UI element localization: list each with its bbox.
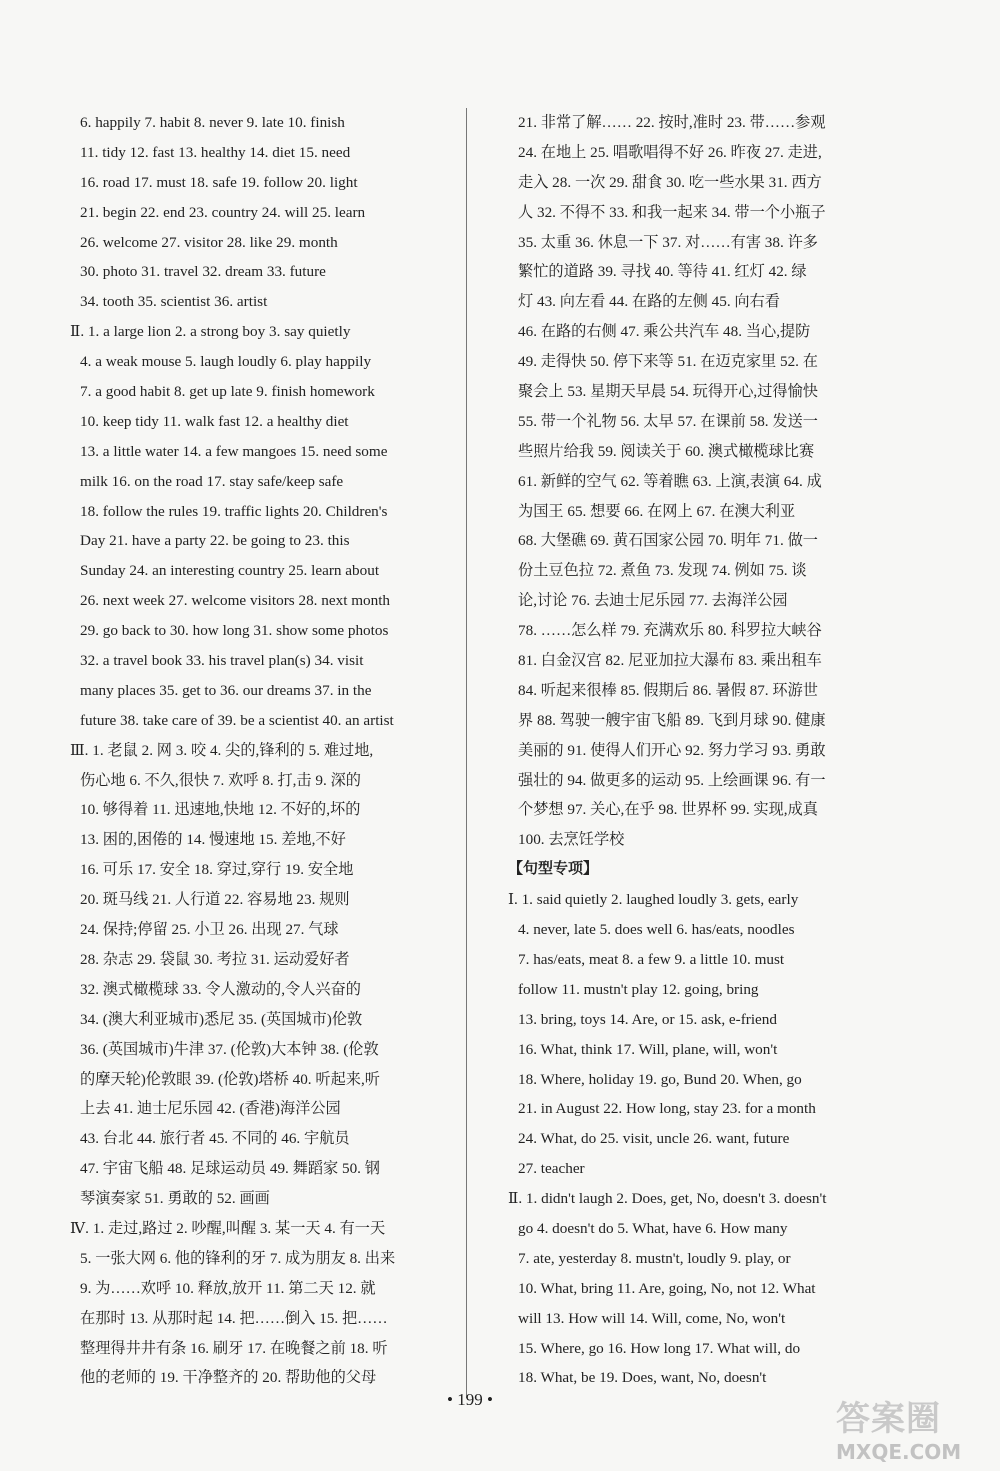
right-answer-line: 21. 非常了解…… 22. 按时,准时 23. 带……参观 [518, 114, 826, 131]
right-answer-line: 27. teacher [518, 1160, 585, 1178]
left-answer-line: 11. tidy 12. fast 13. healthy 14. diet 15. need [80, 143, 351, 161]
left-answer-line: 21. begin 22. end 23. country 24. will 25. learn [80, 203, 366, 221]
left-answer-line: 伤心地 6. 不久,很快 7. 欢呼 8. 打,击 9. 深的 [80, 771, 361, 789]
left-answer-line: 34. (澳大利亚城市)悉尼 35. (英国城市)伦敦 [80, 1010, 363, 1028]
right-column [508, 108, 888, 1393]
right-answer-line: 界 88. 驾驶一艘宇宙飞船 89. 飞到月球 90. 健康 [518, 711, 826, 729]
right-answer-line: 16. What, think 17. Will, plane, will, won't [518, 1040, 778, 1058]
right-answer-line: 81. 白金汉宫 82. 尼亚加拉大瀑布 83. 乘出租车 [518, 652, 822, 670]
left-answer-line: future 38. take care of 39. be a scientist 40. an artist [80, 711, 394, 729]
left-answer-line: 6. happily 7. habit 8. never 9. late 10. finish [80, 114, 345, 131]
right-answer-line: 55. 带一个礼物 56. 太早 57. 在课前 58. 发送一 [518, 412, 818, 430]
right-answer-line: 24. 在地上 25. 唱歌唱得不好 26. 昨夜 27. 走进, [518, 143, 822, 161]
left-answer-line: milk 16. on the road 17. stay safe/keep safe [80, 472, 344, 490]
right-answer-line: 强壮的 94. 做更多的运动 95. 上绘画课 96. 有一 [518, 771, 826, 789]
left-answer-line: 26. welcome 27. visitor 28. like 29. month [80, 233, 338, 251]
watermark-site: MXQE.COM [836, 1440, 962, 1464]
left-answer-line: 47. 宇宙飞船 48. 足球运动员 49. 舞蹈家 50. 钢 [80, 1160, 380, 1178]
left-answer-line: Ⅳ. 1. 走过,路过 2. 吵醒,叫醒 3. 某一天 4. 有一天 [70, 1219, 386, 1237]
right-answer-line: 13. bring, toys 14. Are, or 15. ask, e-friend [518, 1010, 777, 1028]
right-answer-line: 35. 太重 36. 休息一下 37. 对……有害 38. 许多 [518, 233, 818, 251]
right-answer-line: 4. never, late 5. does well 6. has/eats, noodles [518, 921, 795, 939]
right-answer-line: 100. 去烹饪学校 [518, 831, 625, 849]
right-answer-line: follow 11. mustn't play 12. going, bring [518, 980, 759, 998]
column-divider [466, 108, 467, 1398]
left-answer-line: 43. 台北 44. 旅行者 45. 不同的 46. 宇航员 [80, 1130, 350, 1148]
right-answer-line: 10. What, bring 11. Are, going, No, not 12. What [518, 1279, 816, 1297]
left-column [70, 108, 452, 1393]
watermark [836, 1391, 986, 1464]
right-answer-line: 18. What, be 19. Does, want, No, doesn't [518, 1369, 767, 1387]
left-answer-line: 29. go back to 30. how long 31. show some photos [80, 622, 389, 640]
right-answer-line: 15. Where, go 16. How long 17. What will, do [518, 1339, 801, 1357]
left-answer-line: 整理得井井有条 16. 刷牙 17. 在晚餐之前 18. 听 [80, 1339, 388, 1357]
page-number: • 199 • [447, 1390, 493, 1409]
right-answer-line: 聚会上 53. 星期天早晨 54. 玩得开心,过得愉快 [518, 383, 818, 401]
left-answer-line: 32. 澳式橄榄球 33. 令人激动的,令人兴奋的 [80, 980, 361, 998]
left-answer-line: 26. next week 27. welcome visitors 28. next month [80, 592, 391, 610]
left-answer-line: Ⅱ. 1. a large lion 2. a strong boy 3. say quietly [70, 323, 351, 341]
left-answer-line: 20. 斑马线 21. 人行道 22. 容易地 23. 规则 [80, 891, 350, 909]
left-answer-line: 30. photo 31. travel 32. dream 33. future [80, 263, 326, 281]
left-answer-line: 7. a good habit 8. get up late 9. finish homework [80, 383, 375, 401]
right-answer-line: will 13. How will 14. Will, come, No, won't [518, 1309, 786, 1327]
right-answer-line: 46. 在路的右侧 47. 乘公共汽车 48. 当心,提防 [518, 323, 811, 341]
right-answer-line: 美丽的 91. 使得人们开心 92. 努力学习 93. 勇敢 [518, 741, 826, 759]
left-answer-line: 32. a travel book 33. his travel plan(s) 34. visit [80, 652, 364, 670]
left-answer-line: 16. road 17. must 18. safe 19. follow 20. light [80, 173, 358, 191]
right-answer-line: 个梦想 97. 关心,在乎 98. 世界杯 99. 实现,成真 [518, 801, 818, 819]
right-answer-line: 78. ……怎么样 79. 充满欢乐 80. 科罗拉大峡谷 [518, 622, 822, 640]
left-answer-line: 16. 可乐 17. 安全 18. 穿过,穿行 19. 安全地 [80, 861, 354, 879]
right-answer-line: 灯 43. 向左看 44. 在路的左侧 45. 向右看 [518, 293, 780, 311]
right-answer-line: 18. Where, holiday 19. go, Bund 20. When, go [518, 1070, 802, 1088]
right-answer-line: Ⅰ. 1. said quietly 2. laughed loudly 3. gets, early [508, 891, 799, 909]
left-answer-line: Ⅲ. 1. 老鼠 2. 网 3. 咬 4. 尖的,锋利的 5. 难过地, [70, 741, 374, 759]
left-answer-line: 9. 为……欢呼 10. 释放,放开 11. 第二天 12. 就 [80, 1279, 376, 1297]
right-answer-line: 论,讨论 76. 去迪士尼乐园 77. 去海洋公园 [518, 592, 788, 610]
watermark-logo: 答案圈 [836, 1399, 941, 1439]
left-answer-line: 在那时 13. 从那时起 14. 把……倒入 15. 把…… [80, 1309, 388, 1327]
right-answer-line: 为国王 65. 想要 66. 在网上 67. 在澳大利亚 [518, 502, 796, 520]
right-answer-line: 份土豆色拉 72. 煮鱼 73. 发现 74. 例如 75. 谈 [518, 562, 807, 580]
right-answer-line: go 4. doesn't do 5. What, have 6. How many [518, 1219, 788, 1237]
left-answer-line: Day 21. have a party 22. be going to 23. this [80, 532, 350, 550]
left-answer-line: 10. keep tidy 11. walk fast 12. a healthy diet [80, 412, 349, 430]
left-answer-line: 36. (英国城市)牛津 37. (伦敦)大本钟 38. (伦敦 [80, 1040, 379, 1058]
right-answer-line: Ⅱ. 1. didn't laugh 2. Does, get, No, doesn't 3. doesn't [508, 1190, 827, 1208]
left-answer-line: many places 35. get to 36. our dreams 37. in the [80, 681, 372, 699]
right-answer-line: 人 32. 不得不 33. 和我一起来 34. 带一个小瓶子 [518, 203, 826, 221]
left-answer-line: 34. tooth 35. scientist 36. artist [80, 293, 268, 311]
right-answer-line: 7. has/eats, meat 8. a few 9. a little 10. must [518, 950, 785, 968]
left-answer-line: 琴演奏家 51. 勇敢的 52. 画画 [80, 1190, 270, 1208]
left-answer-line: 他的老师的 19. 干净整齐的 20. 帮助他的父母 [80, 1369, 377, 1387]
right-answer-line: 些照片给我 59. 阅读关于 60. 澳式橄榄球比赛 [518, 442, 815, 460]
right-answer-line: 21. in August 22. How long, stay 23. for a month [518, 1100, 816, 1118]
left-answer-line: 24. 保持;停留 25. 小卫 26. 出现 27. 气球 [80, 921, 339, 939]
right-answer-line: 【句型专项】 [508, 861, 599, 878]
left-answer-line: 13. a little water 14. a few mangoes 15. need some [80, 442, 388, 460]
left-answer-line: 18. follow the rules 19. traffic lights 20. Children's [80, 502, 388, 520]
left-answer-line: 13. 困的,困倦的 14. 慢速地 15. 差地,不好 [80, 831, 346, 849]
right-answer-line: 68. 大堡礁 69. 黄石国家公园 70. 明年 71. 做一 [518, 532, 818, 550]
left-answer-line: 28. 杂志 29. 袋鼠 30. 考拉 31. 运动爱好者 [80, 950, 350, 968]
left-answer-line: 上去 41. 迪士尼乐园 42. (香港)海洋公园 [80, 1100, 341, 1118]
right-answer-line: 7. ate, yesterday 8. mustn't, loudly 9. play, or [518, 1249, 791, 1267]
right-answer-line: 走入 28. 一次 29. 甜食 30. 吃一些水果 31. 西方 [518, 173, 822, 191]
left-answer-line: Sunday 24. an interesting country 25. learn about [80, 562, 380, 580]
left-answer-line: 的摩天轮)伦敦眼 39. (伦敦)塔桥 40. 听起来,听 [80, 1070, 380, 1088]
left-answer-line: 10. 够得着 11. 迅速地,快地 12. 不好的,坏的 [80, 801, 361, 819]
left-answer-line: 4. a weak mouse 5. laugh loudly 6. play happily [80, 353, 372, 371]
right-answer-line: 繁忙的道路 39. 寻找 40. 等待 41. 红灯 42. 绿 [518, 263, 807, 281]
right-answer-line: 49. 走得快 50. 停下来等 51. 在迈克家里 52. 在 [518, 353, 818, 371]
right-answer-line: 61. 新鲜的空气 62. 等着瞧 63. 上演,表演 64. 成 [518, 472, 822, 490]
right-answer-line: 84. 听起来很棒 85. 假期后 86. 暑假 87. 环游世 [518, 681, 818, 699]
right-answer-line: 24. What, do 25. visit, uncle 26. want, future [518, 1130, 790, 1148]
left-answer-line: 5. 一张大网 6. 他的锋利的牙 7. 成为朋友 8. 出来 [80, 1249, 396, 1267]
